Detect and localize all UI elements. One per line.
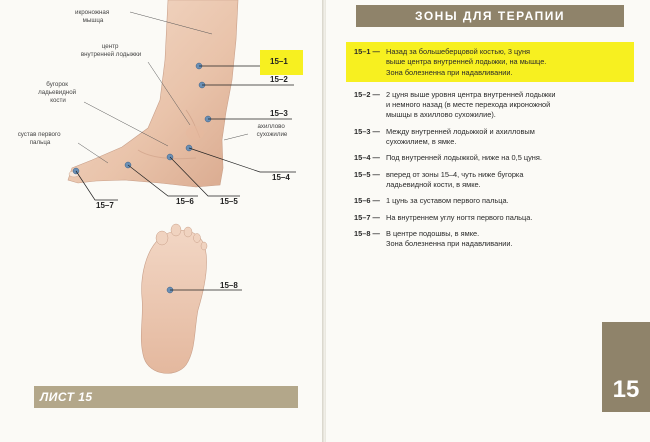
zone-code-15-5: 15–5 bbox=[220, 197, 238, 206]
foot-sole-view bbox=[141, 230, 206, 373]
sheet-label: ЛИСТ 15 bbox=[40, 390, 93, 404]
zone-code: 15–6 — bbox=[354, 196, 380, 206]
zone-item-15-2 bbox=[354, 90, 626, 121]
label-achilles: ахиллово сухожилие bbox=[256, 123, 288, 138]
zone-code-15-2: 15–2 bbox=[270, 75, 288, 84]
zone-description: Назад за большеберцовой костью, 3 цуня выше центра внутренней лодыжки, на мышце. Зона болезненна при надавливании. bbox=[386, 47, 547, 77]
zone-code: 15–8 — bbox=[354, 228, 380, 238]
zone-description: Между внутренней лодыжкой и ахилловым сухожилием, в ямке. bbox=[386, 126, 535, 147]
zone-item-15-1 bbox=[346, 42, 634, 82]
zone-description: В центре подошвы, в ямке. Зона болезненна при надавливании. bbox=[386, 228, 513, 249]
zone-description: 1 цунь за суставом первого пальца. bbox=[386, 196, 509, 206]
foot-side-view bbox=[68, 0, 238, 187]
title-band bbox=[356, 5, 624, 27]
zone-code: 15–4 — bbox=[354, 153, 380, 163]
zone-item-15-7 bbox=[354, 213, 626, 223]
label-calf-muscle: икроножная мышца bbox=[75, 9, 110, 24]
zone-code-15-4: 15–4 bbox=[272, 173, 290, 182]
zone-code-15-1: 15–1 bbox=[270, 57, 288, 66]
foot-illustration bbox=[0, 0, 324, 380]
zone-code-15-3: 15–3 bbox=[270, 109, 288, 118]
zone-description: На внутреннем углу ногтя первого пальца. bbox=[386, 212, 533, 222]
left-page bbox=[0, 0, 324, 442]
zone-code-15-8: 15–8 bbox=[220, 281, 238, 290]
zone-list bbox=[354, 42, 626, 255]
zone-description: вперед от зоны 15–4, чуть ниже бугорка ладьевидной кости, в ямке. bbox=[386, 169, 524, 189]
zone-code-15-6: 15–6 bbox=[176, 197, 194, 206]
zone-item-15-4 bbox=[354, 153, 626, 163]
zone-code: 15–5 — bbox=[354, 169, 380, 179]
zone-code-15-7: 15–7 bbox=[96, 201, 114, 210]
zone-item-15-3 bbox=[354, 127, 626, 148]
label-medial-malleolus: центр внутренней лодыжки bbox=[80, 43, 142, 58]
label-navicular: бугорок ладьевидной кости bbox=[38, 81, 77, 104]
zone-code: 15–3 — bbox=[354, 126, 380, 136]
zone-item-15-6 bbox=[354, 196, 626, 206]
right-page bbox=[326, 0, 650, 442]
page-number-tab bbox=[602, 322, 650, 412]
zone-code: 15–2 — bbox=[354, 89, 380, 99]
zone-description: Под внутренней лодыжкой, ниже на 0,5 цуня. bbox=[386, 153, 542, 163]
sheet-banner bbox=[34, 386, 298, 408]
zone-description: 2 цуня выше уровня центра внутренней лодыжки и немного назад (в месте перехода икроножной мышцы в ахиллово сухожилие). bbox=[386, 89, 556, 120]
zone-code: 15–1 — bbox=[354, 47, 380, 56]
zone-item-15-5 bbox=[354, 170, 626, 191]
label-big-toe-joint: сустав первого пальца bbox=[17, 131, 61, 146]
zone-item-15-8 bbox=[354, 229, 626, 250]
zone-code: 15–7 — bbox=[354, 212, 380, 222]
page-title: ЗОНЫ ДЛЯ ТЕРАПИИ bbox=[414, 9, 566, 23]
page-number: 15 bbox=[612, 376, 640, 403]
